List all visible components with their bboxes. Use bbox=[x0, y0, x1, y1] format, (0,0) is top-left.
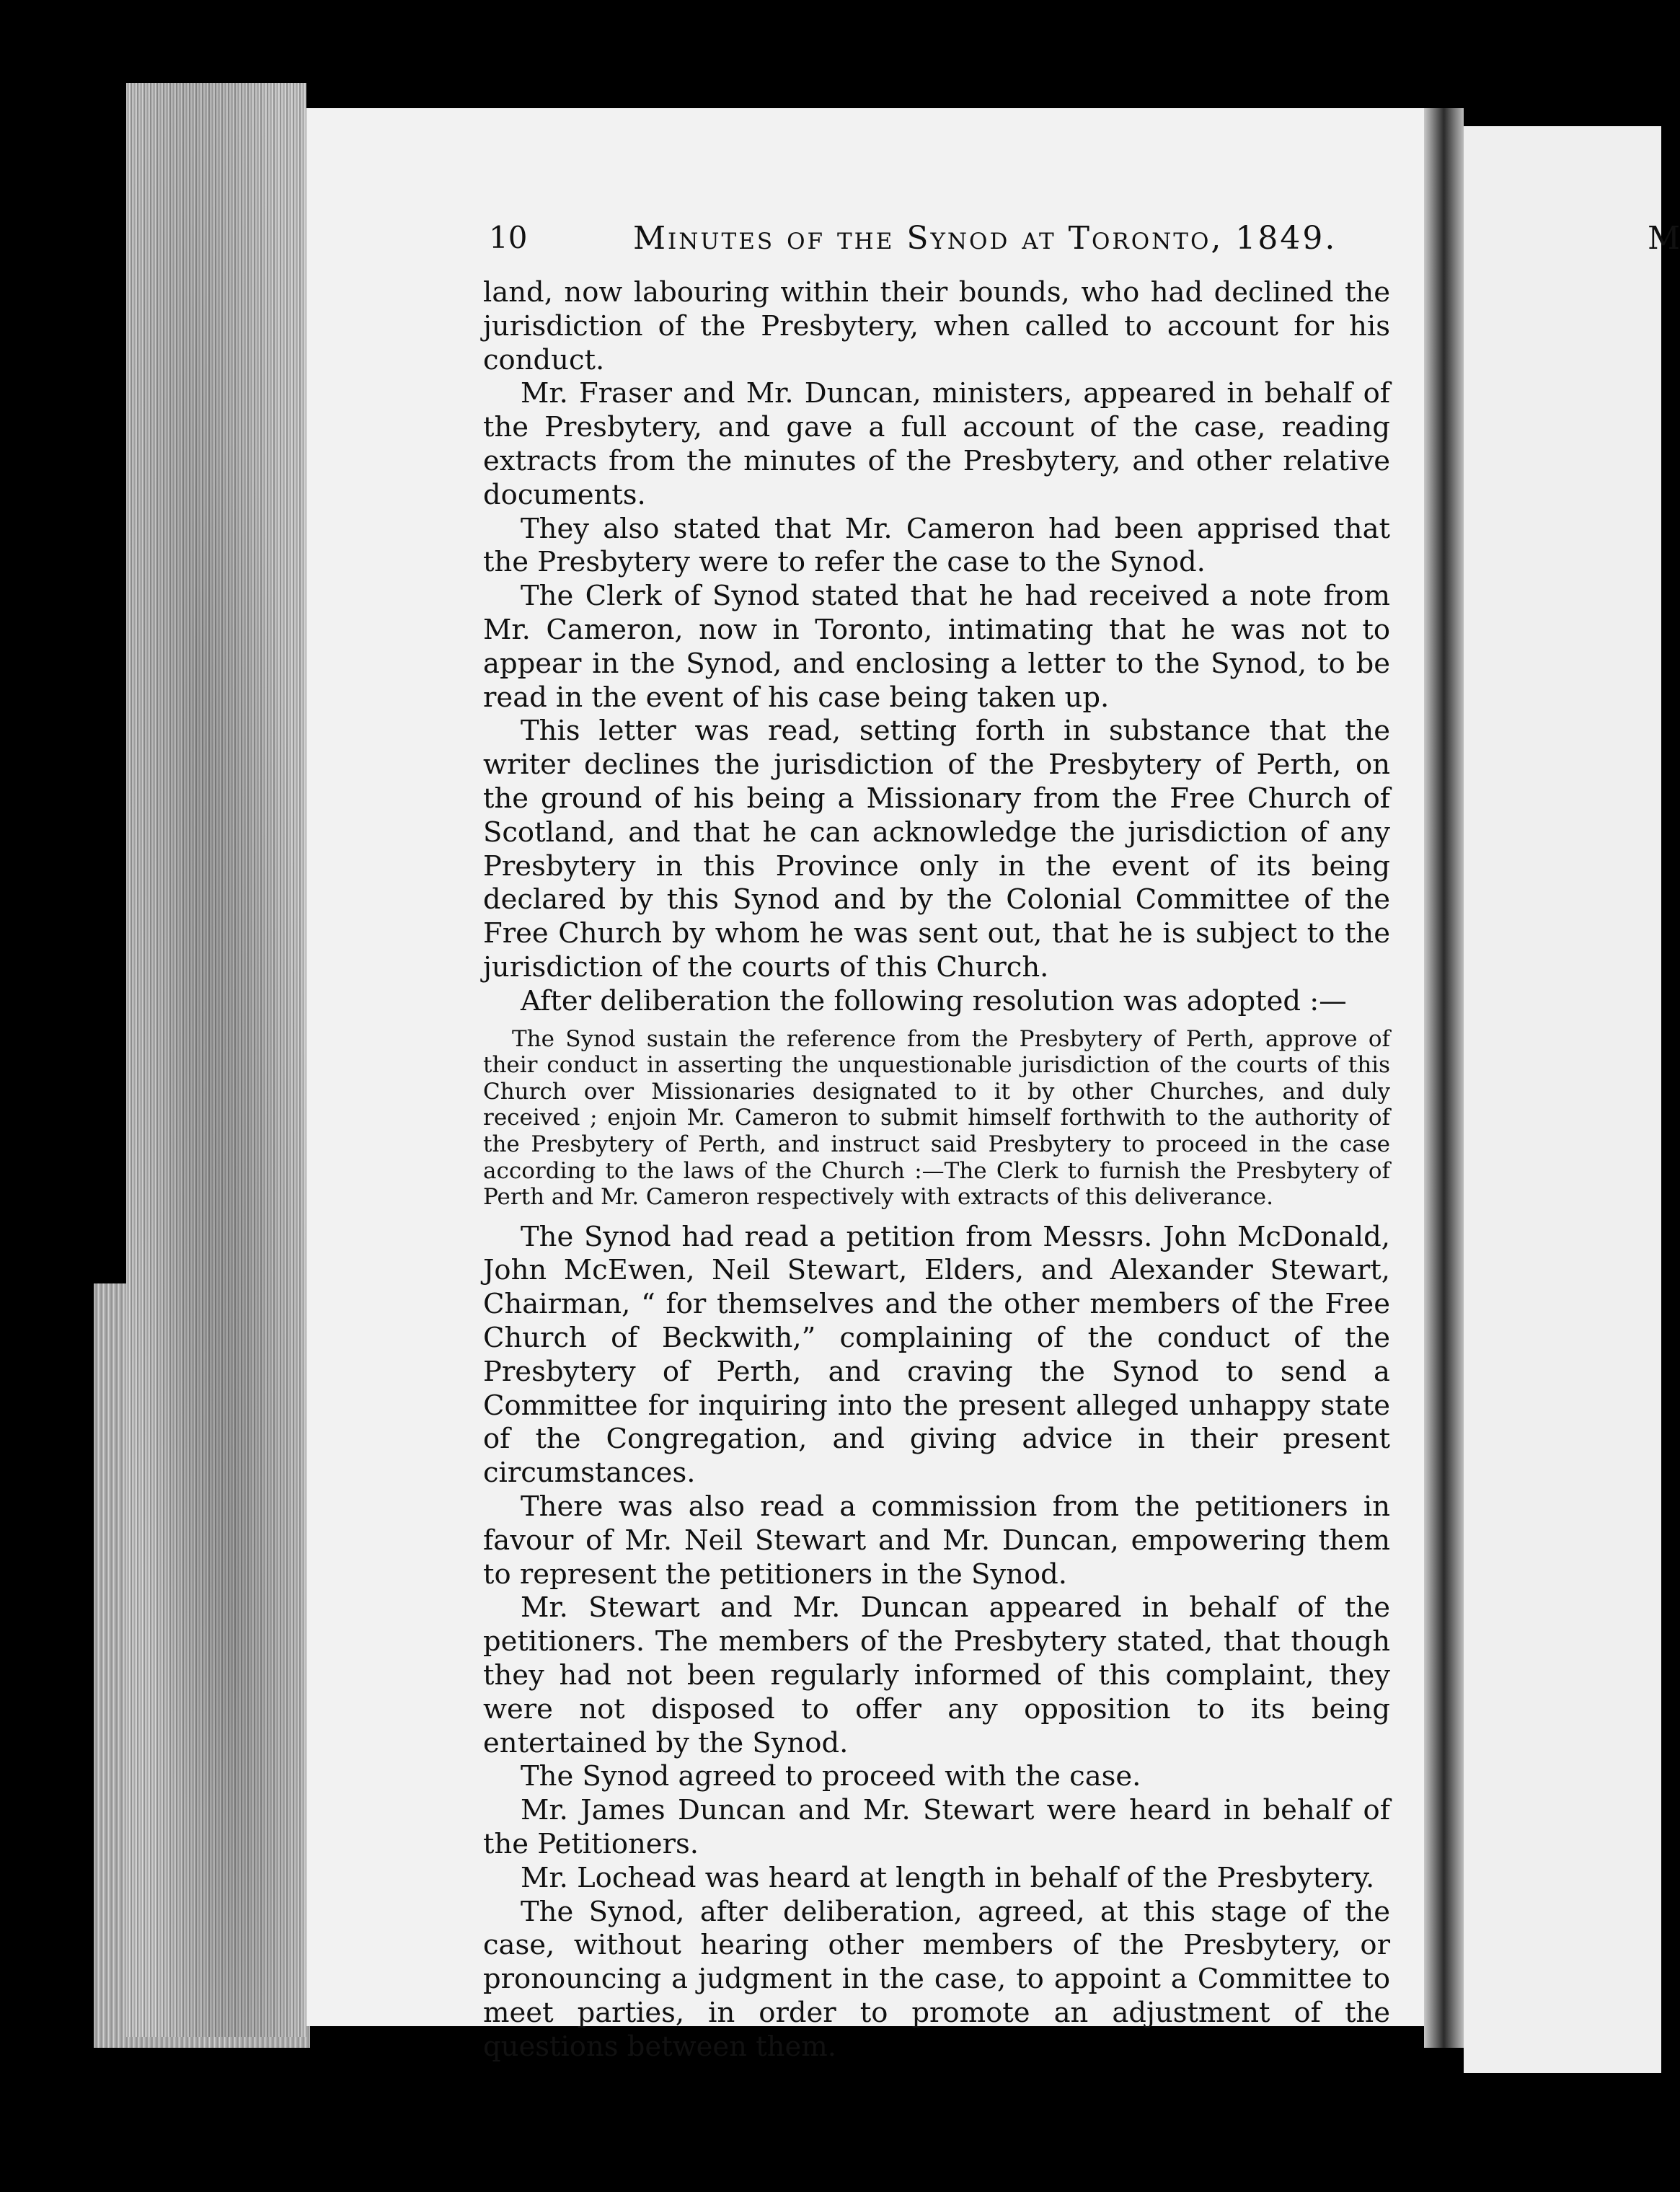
paragraph: Mr. Fraser and Mr. Duncan, ministers, appeared in behalf of the Presbytery, and gave a full account of the case, reading extracts from the minutes of the Presbytery, and other relative documents. bbox=[483, 377, 1390, 511]
book-gutter bbox=[1424, 108, 1464, 2048]
right-page-header-fragment: M bbox=[1648, 220, 1680, 257]
paragraph: Mr. Lochead was heard at length in behalf of the Presbytery. bbox=[521, 1861, 1375, 1894]
page-number: 10 bbox=[489, 220, 528, 255]
paragraph: The Synod, after deliberation, agreed, at this stage of the case, without hearing other members of the Presbytery, or pronouncing a judgment in the case, to appoint a Committee to meet parties, in order to promote an adjustment of the questions between them. bbox=[483, 1895, 1390, 2063]
right-page bbox=[1464, 126, 1661, 2073]
running-header bbox=[489, 220, 1419, 263]
paragraph: They also stated that Mr. Cameron had been apprised that the Presbytery were to refer the case to the Synod. bbox=[483, 512, 1390, 579]
paragraph: Mr. Stewart and Mr. Duncan appeared in behalf of the petitioners. The members of the Presbytery stated, that though they had not been regularly informed of this complaint, they were not disposed to offer any opposition to its being entertained by the Synod. bbox=[483, 1591, 1390, 1759]
page-edges bbox=[126, 83, 306, 2037]
paragraph: After deliberation the following resolution was adopted :— bbox=[521, 984, 1347, 1017]
paragraph: The Synod had read a petition from Messrs. John McDonald, John McEwen, Neil Stewart, Elders, and Alexander Stewart, Chairman, “ for themselves and the other members of the Free Church of Beckwith,” complaining of the conduct of the Presbytery of Perth, and craving the Synod to send a Committee for inquiring into the present alleged unhappy state of the Congregation, and giving advice in their present circumstances. bbox=[483, 1220, 1390, 1490]
resolution-text: The Synod sustain the reference from the Presbytery of Perth, approve of their conduct in asserting the unquestionable jurisdiction of the courts of this Church over Missionaries designated to it by other Churches, and duly received ; enjoin Mr. Cameron to submit himself forthwith to the authority of the Presbytery of Perth, and instruct said Presbytery to proceed in the case according to the laws of the Church :—The Clerk to furnish the Presbytery of Perth and Mr. Cameron respectively with extracts of this deliverance. bbox=[483, 1025, 1390, 1211]
paragraph: Mr. James Duncan and Mr. Stewart were heard in behalf of the Petitioners. bbox=[483, 1794, 1390, 1861]
paragraph: This letter was read, setting forth in substance that the writer declines the jurisdiction of the Presbytery of Perth, on the ground of his being a Missionary from the Free Church of Scotland, and that he can acknowledge the jurisdiction of any Presbytery in this Province only in the event of its being declared by this Synod and by the Colonial Committee of the Free Church by whom he was sent out, that he is subject to the jurisdiction of the courts of this Church. bbox=[483, 715, 1390, 984]
paragraph: land, now labouring within their bounds, who had declined the jurisdiction of the Presbytery, when called to account for his conduct. bbox=[483, 276, 1390, 376]
running-title: Minutes of the Synod at Toronto, 1849. bbox=[633, 220, 1338, 257]
paragraph: The Synod agreed to proceed with the case. bbox=[521, 1760, 1141, 1793]
left-page-body bbox=[483, 276, 1390, 2064]
paragraph: There was also read a commission from the petitioners in favour of Mr. Neil Stewart and Mr. Duncan, empowering them to represent the petitioners in the Synod. bbox=[483, 1490, 1390, 1591]
paragraph: The Clerk of Synod stated that he had received a note from Mr. Cameron, now in Toronto, intimating that he was not to appear in the Synod, and enclosing a letter to the Synod, to be read in the event of his case being taken up. bbox=[483, 580, 1390, 714]
